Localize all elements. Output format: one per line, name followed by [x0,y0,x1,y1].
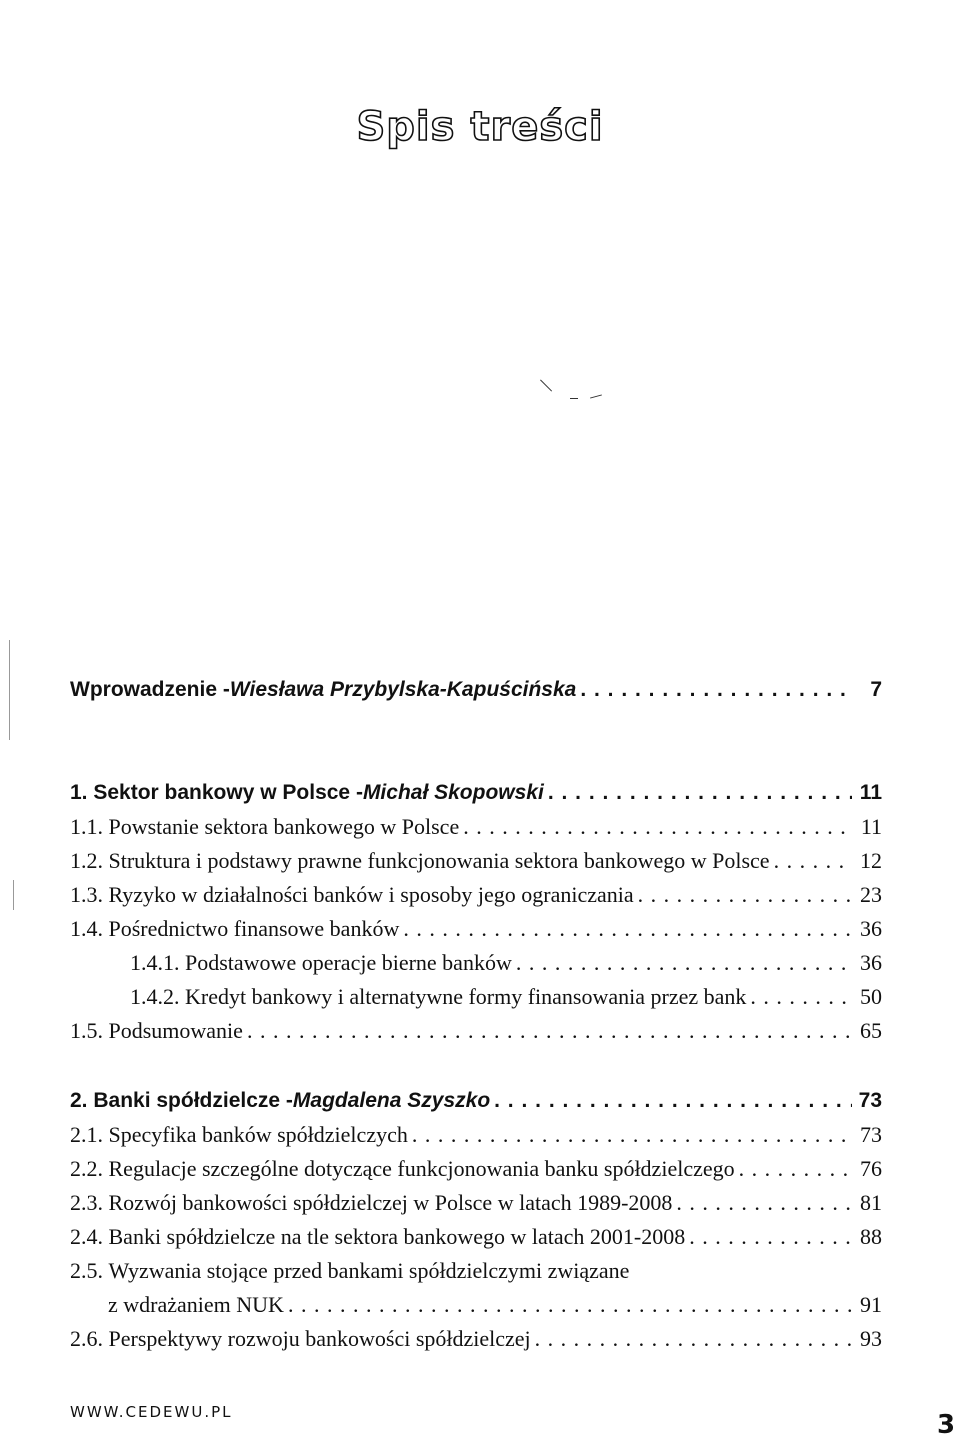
toc-item-continuation[interactable] [108,1290,882,1320]
toc-item-number: 2.6. [70,1326,103,1351]
toc-item-label: Kredyt bankowy i alternatywne formy finansowania przez bank [185,984,747,1009]
toc-page-number: 36 [860,950,882,975]
toc-item-number: 2.5. [70,1258,103,1283]
toc-item-label: Podsumowanie [108,1018,243,1043]
toc-page-number: 73 [860,1122,882,1147]
scan-mark [540,380,552,392]
toc-page-number: 11 [860,814,882,839]
scan-mark [590,394,602,398]
page-title: Spis treści [356,104,604,150]
toc-item-label: Podstawowe operacje bierne banków [185,950,512,975]
toc-chapter-1[interactable] [70,778,882,808]
dot-leader [750,982,852,1012]
toc-item-number: 1.3. [70,882,103,907]
toc-item-label: Banki spółdzielcze na tle sektora bankowego w latach 2001-2008 [108,1224,686,1249]
toc-chapter-author: Michał Skopowski [362,781,544,804]
toc-item-label: Powstanie sektora bankowego w Polsce [108,814,460,839]
toc-page-number: 93 [860,1326,882,1351]
toc-page-number: 76 [860,1156,882,1181]
toc-item[interactable] [70,914,882,944]
toc-item-number: 2.1. [70,1122,103,1147]
dot-leader [774,846,852,876]
toc-subitem[interactable] [130,948,882,978]
toc-item[interactable] [70,846,882,876]
scan-mark [570,398,578,399]
dot-leader [535,1324,852,1354]
toc-intro-label: Wprowadzenie - [70,678,230,701]
footer-url[interactable]: WWW.CEDEWU.PL [70,1403,233,1421]
toc-page-number: 7 [870,678,882,701]
toc-page-number: 91 [860,1292,882,1317]
dot-leader [288,1290,852,1320]
dot-leader [403,914,852,944]
scan-mark [13,880,14,910]
toc-intro-author: Wiesława Przybylska-Kapuścińska [229,678,577,701]
dot-leader [494,1086,852,1116]
toc-page-number: 23 [860,882,882,907]
dot-leader [247,1016,852,1046]
toc-page-number: 88 [860,1224,882,1249]
toc-item[interactable] [70,1154,882,1184]
dot-leader [676,1188,852,1218]
dot-leader [689,1222,852,1252]
dot-leader [739,1154,852,1184]
toc-item-number: 1.1. [70,814,103,839]
toc-chapter-label: 2. Banki spółdzielcze - [70,1089,293,1112]
toc-page-number: 11 [859,781,882,804]
toc-page-number: 81 [860,1190,882,1215]
toc-page-number: 36 [860,916,882,941]
toc-page-number: 73 [858,1089,882,1112]
toc-item[interactable] [70,1256,882,1286]
toc-item[interactable] [70,1222,882,1252]
toc-item-number: 1.4.1. [130,950,180,975]
toc-item-number: 1.4. [70,916,103,941]
toc-item-label: Perspektywy rozwoju bankowości spółdzielczej [108,1326,531,1351]
toc-item[interactable] [70,1324,882,1354]
toc-item-number: 2.2. [70,1156,103,1181]
toc-item-label: Wyzwania stojące przed bankami spółdzielczymi związane [108,1258,630,1283]
toc-item-number: 1.5. [70,1018,103,1043]
toc-intro[interactable] [70,675,882,705]
toc-page-number: 50 [860,984,882,1009]
dot-leader [548,778,852,808]
toc-item[interactable] [70,880,882,910]
toc-item[interactable] [70,1188,882,1218]
scan-mark [9,640,10,740]
page-number: 3 [937,1410,956,1440]
toc-chapter-author: Magdalena Szyszko [292,1089,491,1112]
toc-item-number: 2.3. [70,1190,103,1215]
toc-item-number: 2.4. [70,1224,103,1249]
toc-item-label-cont: z wdrażaniem NUK [108,1292,284,1317]
dot-leader [412,1120,852,1150]
toc-item-label: Pośrednictwo finansowe banków [108,916,400,941]
toc-item-label: Ryzyko w działalności banków i sposoby jego ograniczania [108,882,634,907]
toc-item[interactable] [70,812,882,842]
toc-chapter-2[interactable] [70,1086,882,1116]
toc-item-label: Struktura i podstawy prawne funkcjonowania sektora bankowego w Polsce [108,848,770,873]
toc-item-label: Rozwój bankowości spółdzielczej w Polsce w latach 1989-2008 [108,1190,673,1215]
toc-item-number: 1.4.2. [130,984,180,1009]
toc-item-number: 1.2. [70,848,103,873]
toc-item-label: Specyfika banków spółdzielczych [108,1122,408,1147]
dot-leader [516,948,852,978]
toc-item[interactable] [70,1016,882,1046]
toc-chapter-label: 1. Sektor bankowy w Polsce - [70,781,363,804]
toc-item[interactable] [70,1120,882,1150]
dot-leader [463,812,852,842]
toc-item-label: Regulacje szczególne dotyczące funkcjonowania banku spółdzielczego [108,1156,735,1181]
dot-leader [638,880,852,910]
toc-subitem[interactable] [130,982,882,1012]
dot-leader [580,675,852,705]
toc-page-number: 12 [860,848,882,873]
toc-page-number: 65 [860,1018,882,1043]
